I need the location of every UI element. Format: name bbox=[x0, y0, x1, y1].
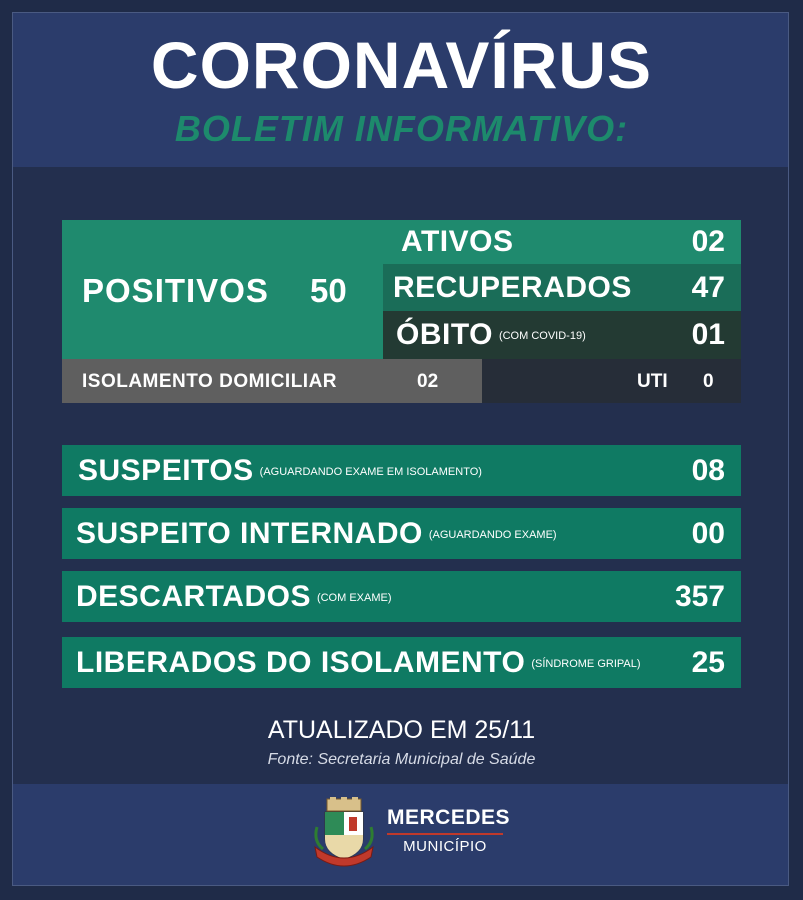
uti-row bbox=[482, 359, 741, 403]
isolamento-value: 02 bbox=[417, 371, 439, 392]
positivos-box bbox=[62, 220, 383, 359]
descartados-label: DESCARTADOS bbox=[76, 579, 311, 613]
liberados-note: (SÍNDROME GRIPAL) bbox=[531, 657, 641, 670]
descartados-note: (COM EXAME) bbox=[316, 591, 392, 604]
uti-label: UTI bbox=[637, 371, 668, 392]
uti-value: 0 bbox=[703, 371, 714, 392]
isolamento-row bbox=[62, 359, 482, 403]
suspeito-internado-note: (AGUARDANDO EXAME) bbox=[428, 528, 557, 541]
suspeito-internado-label-group bbox=[76, 517, 557, 551]
obito-label-group bbox=[396, 318, 586, 352]
liberados-label-group bbox=[76, 646, 641, 680]
suspeitos-value: 08 bbox=[691, 453, 725, 487]
suspeitos-label: SUSPEITOS bbox=[78, 453, 254, 487]
liberados-bar bbox=[62, 637, 741, 688]
brand-subtitle: MUNICÍPIO bbox=[403, 838, 487, 855]
recuperados-label: RECUPERADOS bbox=[393, 270, 632, 304]
isolamento-label: ISOLAMENTO DOMICILIAR bbox=[82, 371, 338, 392]
ativos-value: 02 bbox=[691, 225, 725, 258]
updated-date: ATUALIZADO EM 25/11 bbox=[267, 716, 536, 744]
recuperados-value: 47 bbox=[691, 270, 725, 304]
suspeitos-note: (AGUARDANDO EXAME EM ISOLAMENTO) bbox=[259, 465, 482, 478]
suspeitos-label-group bbox=[78, 454, 482, 488]
municipal-crest-icon bbox=[311, 797, 377, 867]
suspeito-internado-label: SUSPEITO INTERNADO bbox=[76, 516, 423, 550]
descartados-label-group bbox=[76, 580, 392, 614]
page-subtitle: BOLETIM INFORMATIVO: bbox=[174, 108, 629, 149]
brand-name: MERCEDES bbox=[387, 806, 511, 829]
brand-divider bbox=[387, 833, 503, 835]
positivos-value: 50 bbox=[310, 272, 347, 309]
suspeitos-bar bbox=[62, 445, 741, 496]
obito-row bbox=[383, 311, 741, 359]
suspeito-internado-value: 00 bbox=[691, 516, 725, 550]
liberados-label: LIBERADOS DO ISOLAMENTO bbox=[76, 645, 526, 679]
descartados-value: 357 bbox=[674, 579, 725, 613]
positivos-label: POSITIVOS bbox=[82, 272, 269, 309]
liberados-value: 25 bbox=[691, 645, 725, 679]
suspeito-internado-bar bbox=[62, 508, 741, 559]
ativos-row bbox=[383, 220, 741, 264]
data-source: Fonte: Secretaria Municipal de Saúde bbox=[267, 751, 536, 768]
recuperados-row bbox=[383, 264, 741, 311]
ativos-label: ATIVOS bbox=[401, 225, 514, 258]
obito-label: ÓBITO bbox=[396, 318, 493, 351]
page-title: CORONAVÍRUS bbox=[150, 28, 653, 102]
descartados-bar bbox=[62, 571, 741, 622]
obito-note: (COM COVID-19) bbox=[498, 330, 586, 343]
obito-value: 01 bbox=[691, 318, 725, 351]
